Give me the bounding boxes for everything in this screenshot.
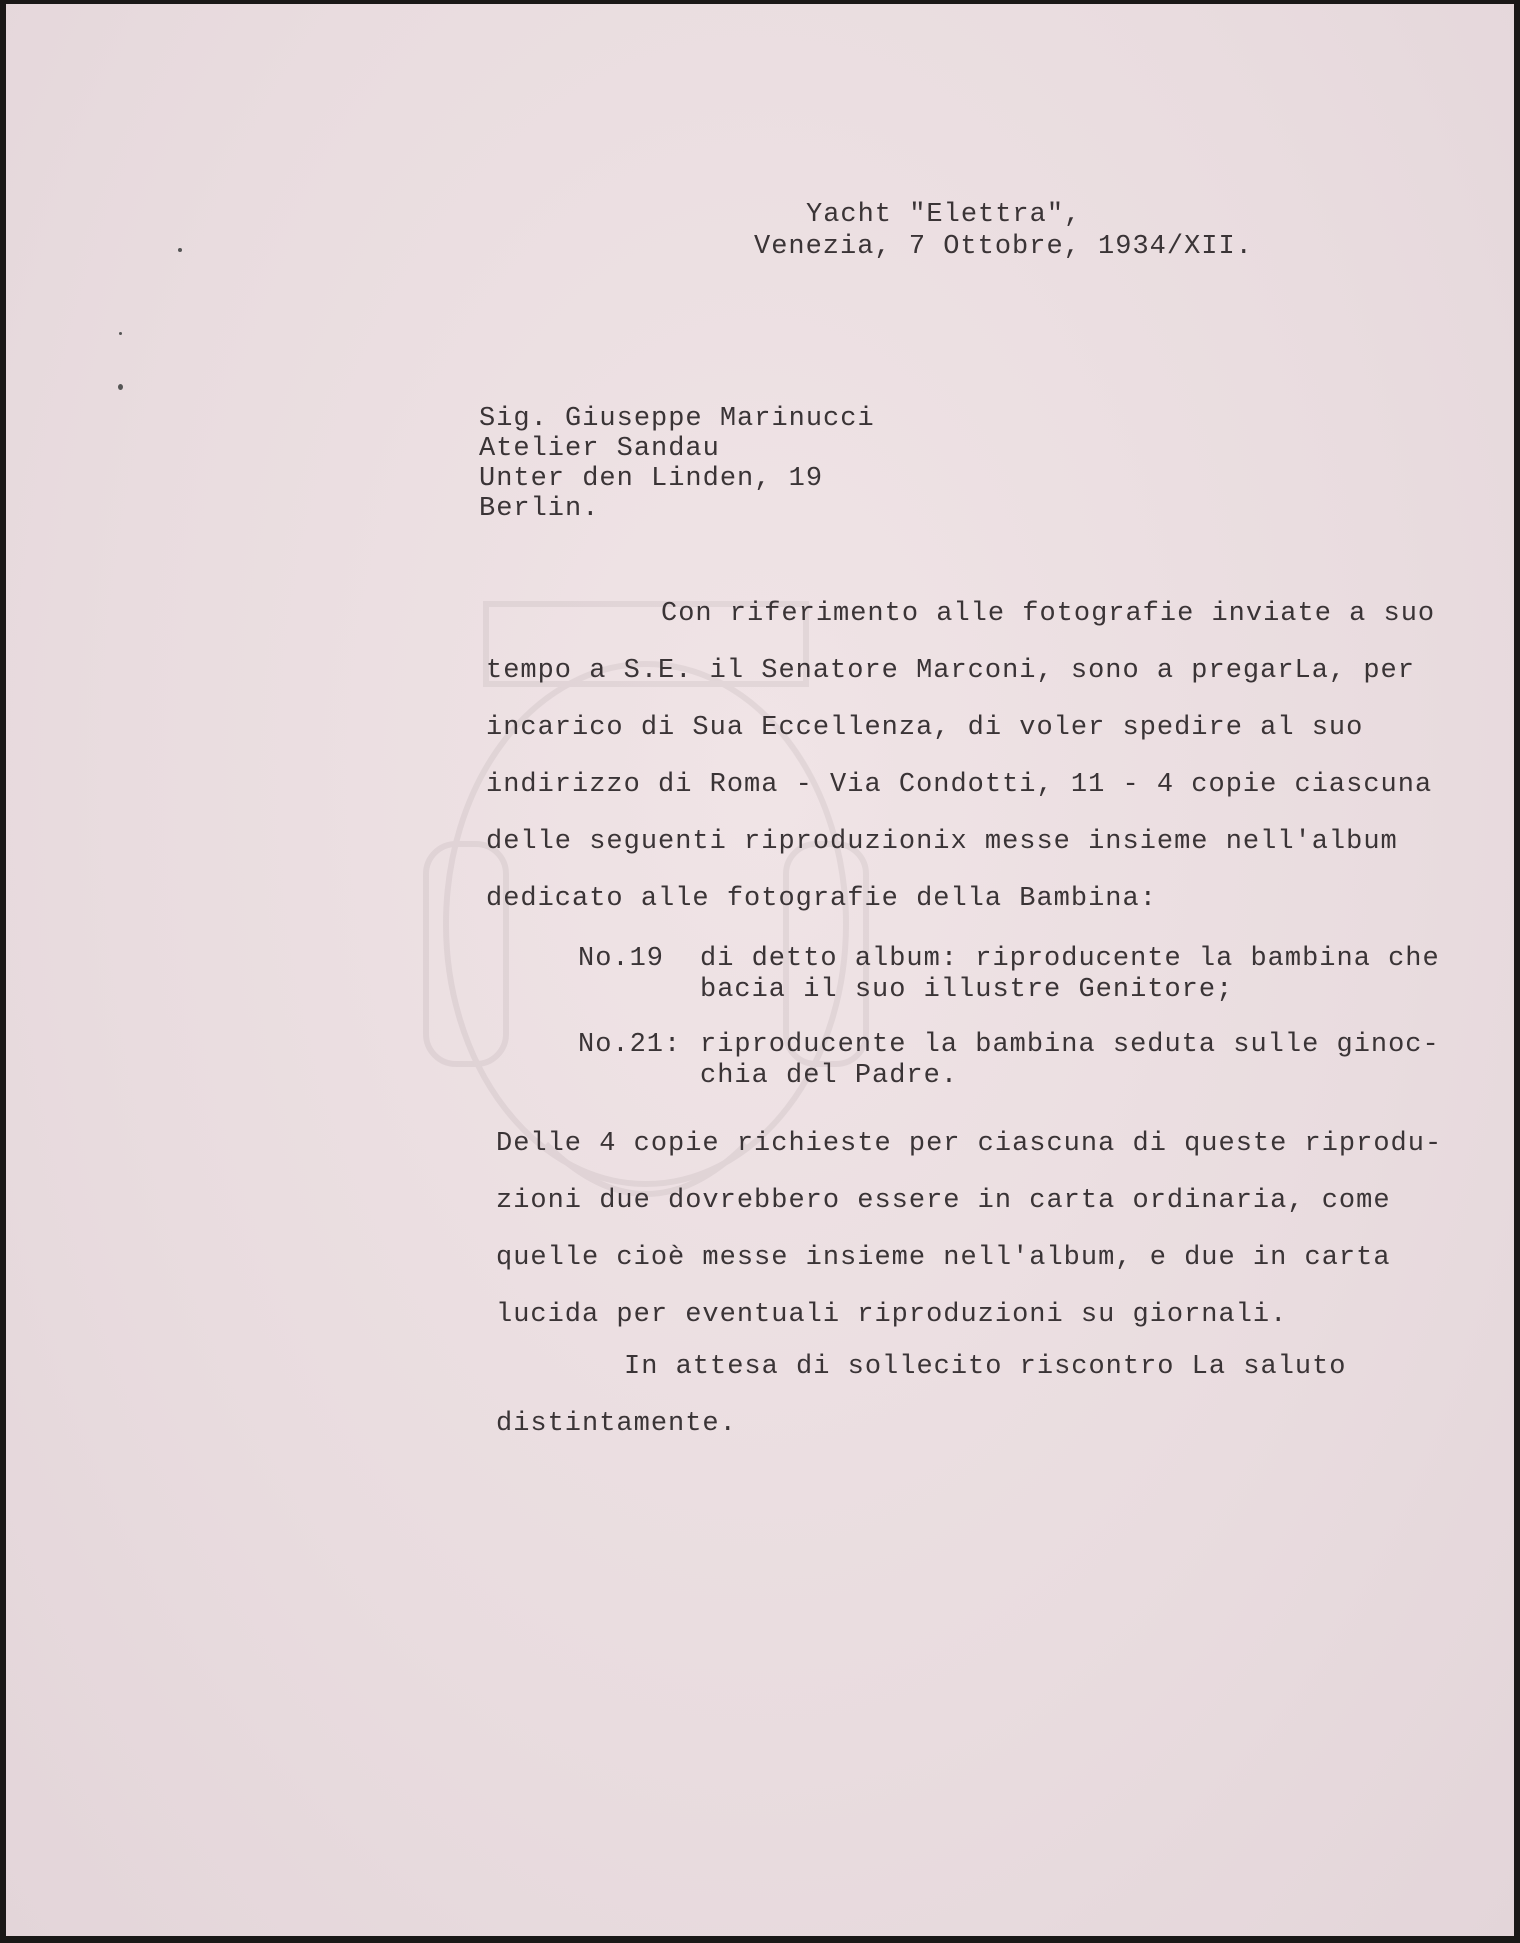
paragraph-line: dedicato alle fotografie della Bambina: [486,884,1157,914]
paper-speck [119,332,122,335]
item-line: di detto album: riproducente la bambina che [700,944,1440,974]
paper-speck [118,384,123,390]
item-description [700,1030,1440,1092]
paragraph-line: Con riferimento alle fotografie inviate a suo [661,599,1436,629]
addressee-street: Unter den Linden, 19 [479,464,824,494]
paragraph-line: Delle 4 copie richieste per ciascuna di queste riprodu- [496,1129,1443,1159]
list-item [578,1030,1440,1092]
paragraph-line: zioni due dovrebbero essere in carta ordinaria, come [496,1186,1391,1216]
paper-speck [178,248,182,252]
item-description [700,944,1440,1006]
letter-sheet [6,4,1514,1936]
closing-line: In attesa di sollecito riscontro La saluto [624,1352,1347,1382]
paragraph-line: lucida per eventuali riproduzioni su giornali. [496,1300,1288,1330]
item-number: No.19 [578,944,665,974]
addressee-city: Berlin. [479,494,600,524]
addressee-name: Sig. Giuseppe Marinucci [479,404,875,434]
item-line: bacia il suo illustre Genitore; [700,975,1234,1005]
paragraph-line: quelle cioè messe insieme nell'album, e due in carta [496,1243,1391,1273]
letter-heading [754,199,1253,263]
photo-list [578,944,1440,1116]
heading-yacht: Yacht "Elettra", [806,200,1082,230]
addressee-company: Atelier Sandau [479,434,720,464]
heading-place-date: Venezia, 7 Ottobre, 1934/XII. [754,232,1253,262]
paragraph-line: delle seguenti riproduzionix messe insieme nell'album [486,827,1398,857]
item-line: riproducente la bambina seduta sulle ginoc- [700,1030,1440,1060]
closing-line: distintamente. [496,1409,737,1439]
paragraph-copies [496,1116,1442,1344]
list-item [578,944,1440,1006]
item-line: chia del Padre. [700,1061,959,1091]
paragraph-line: indirizzo di Roma - Via Condotti, 11 - 4 copie ciascuna [486,770,1433,800]
paragraph-request [486,586,1435,928]
paragraph-line: incarico di Sua Eccellenza, di voler spedire al suo [486,713,1364,743]
item-number: No.21: [578,1030,682,1060]
paragraph-line: tempo a S.E. il Senatore Marconi, sono a pregarLa, per [486,656,1415,686]
closing-paragraph [496,1339,1347,1453]
addressee-block [479,404,875,524]
